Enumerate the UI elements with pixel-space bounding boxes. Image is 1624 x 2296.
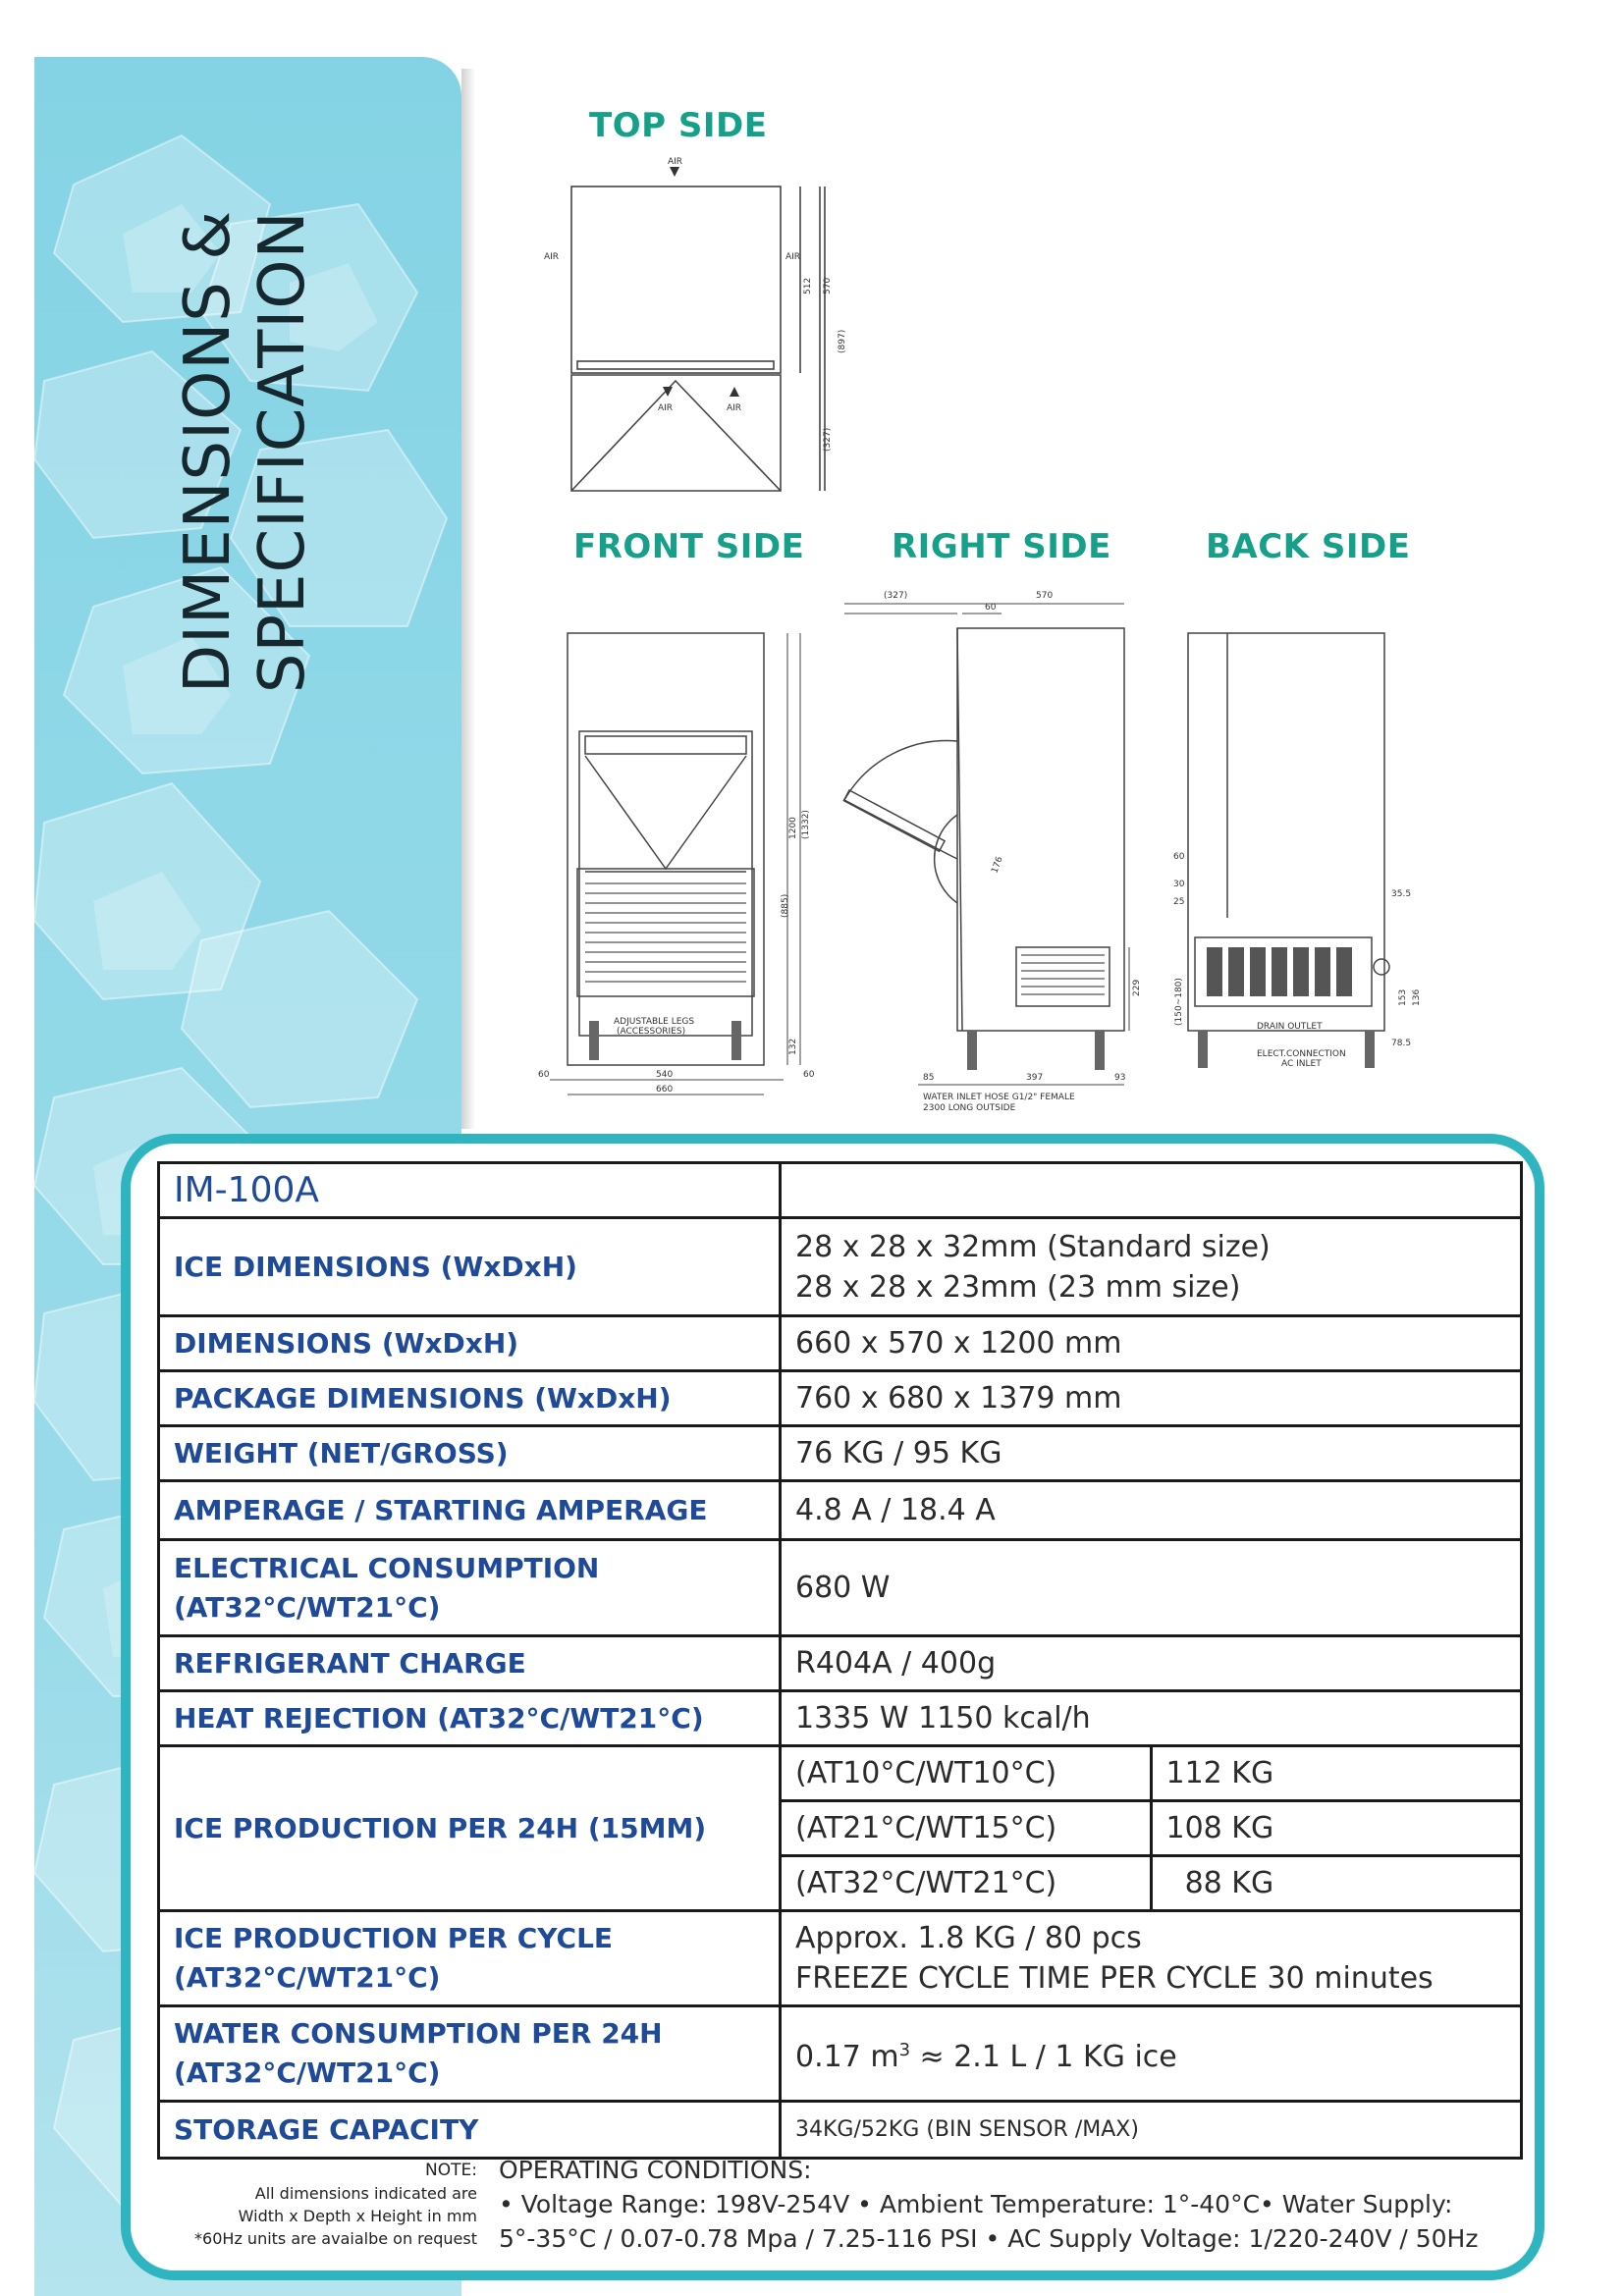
table-row xyxy=(159,1746,1522,1801)
table-row xyxy=(159,2006,1522,2102)
front-legs-line2: (ACCESSORIES) xyxy=(617,1027,686,1037)
top-side-label: TOP SIDE xyxy=(589,106,768,145)
production-value-2: 108 KG xyxy=(1151,1801,1522,1856)
back-dim-78-5: 78.5 xyxy=(1391,1039,1412,1048)
back-dim-136: 136 xyxy=(1412,988,1422,1006)
top-view-drawing xyxy=(530,147,884,501)
back-dim-153: 153 xyxy=(1398,988,1408,1006)
ice-dimensions-standard: 28 x 28 x 32mm (Standard size) xyxy=(795,1229,1271,1264)
water-label-line2: (AT32°C/WT21°C) xyxy=(174,2056,441,2089)
right-hose-line1: WATER INLET HOSE G1/2" FEMALE xyxy=(923,1093,1075,1102)
air-arrow-top-icon xyxy=(670,167,679,177)
back-dim-60: 60 xyxy=(1173,852,1185,862)
electrical-value: 680 W xyxy=(781,1540,1522,1636)
right-dim-229: 229 xyxy=(1132,979,1142,996)
dim-327-text: (327) xyxy=(823,427,833,452)
front-dim-540: 540 xyxy=(656,1070,674,1080)
table-row xyxy=(159,1691,1522,1746)
production-value-3: 88 KG xyxy=(1151,1856,1522,1911)
water-label-line1: WATER CONSUMPTION PER 24H xyxy=(174,2017,663,2050)
amperage-value: 4.8 A / 18.4 A xyxy=(781,1481,1522,1540)
cycle-value-line1: Approx. 1.8 KG / 80 pcs xyxy=(795,1921,1142,1955)
right-dim-397: 397 xyxy=(1026,1073,1044,1083)
dimensions-note xyxy=(194,2160,477,2250)
front-legs-line1: ADJUSTABLE LEGS xyxy=(614,1017,695,1027)
electrical-label xyxy=(159,1540,781,1636)
heat-label: HEAT REJECTION (AT32°C/WT21°C) xyxy=(159,1691,781,1746)
weight-value: 76 KG / 95 KG xyxy=(781,1426,1522,1481)
note-line2: Width x Depth x Height in mm xyxy=(238,2207,477,2225)
storage-value: 34KG/52KG (BIN SENSOR /MAX) xyxy=(781,2102,1522,2159)
cycle-value-line2: FREEZE CYCLE TIME PER CYCLE 30 minutes xyxy=(795,1961,1434,1996)
back-elect-line1: ELECT.CONNECTION xyxy=(1257,1049,1346,1059)
package-value: 760 x 680 x 1379 mm xyxy=(781,1371,1522,1426)
back-drain-text: DRAIN OUTLET xyxy=(1257,1022,1323,1032)
amperage-label: AMPERAGE / STARTING AMPERAGE xyxy=(159,1481,781,1540)
front-dim-885: (885) xyxy=(781,893,790,918)
back-view-drawing xyxy=(1173,574,1429,1095)
table-row xyxy=(159,1163,1522,1218)
water-value-a: 0.17 m xyxy=(795,2040,899,2074)
back-dim-150-180: (150~180) xyxy=(1174,978,1184,1026)
back-dim-30: 30 xyxy=(1173,880,1185,889)
table-row xyxy=(159,1481,1522,1540)
ice-dimensions-23mm: 28 x 28 x 23mm (23 mm size) xyxy=(795,1269,1241,1305)
note-heading: NOTE: xyxy=(425,2161,477,2180)
ice-dimensions-label: ICE DIMENSIONS (WxDxH) xyxy=(159,1218,781,1316)
right-dim-570: 570 xyxy=(1036,591,1054,601)
air-top-text: AIR xyxy=(668,157,683,167)
dim-570-text: 570 xyxy=(823,277,833,294)
cycle-value xyxy=(781,1911,1522,2006)
sidebar-vertical-title xyxy=(171,210,320,693)
right-dim-85: 85 xyxy=(923,1073,935,1083)
right-dim-93: 93 xyxy=(1114,1073,1126,1083)
package-label: PACKAGE DIMENSIONS (WxDxH) xyxy=(159,1371,781,1426)
sidebar-title-line2: SPECIFICATION xyxy=(246,210,319,694)
right-dim-176: 176 xyxy=(990,855,1005,876)
heat-value: 1335 W 1150 kcal/h xyxy=(781,1691,1522,1746)
table-row xyxy=(159,1911,1522,2006)
dimensions-value: 660 x 570 x 1200 mm xyxy=(781,1316,1522,1371)
production-label: ICE PRODUCTION PER 24H (15MM) xyxy=(159,1746,781,1911)
water-value-sup: 3 xyxy=(898,2040,911,2060)
back-elect-line2: AC INLET xyxy=(1281,1059,1322,1069)
cycle-label-line1: ICE PRODUCTION PER CYCLE xyxy=(174,1922,614,1954)
production-value-1: 112 KG xyxy=(1151,1746,1522,1801)
refrigerant-label: REFRIGERANT CHARGE xyxy=(159,1636,781,1691)
table-row xyxy=(159,1371,1522,1426)
production-condition-2: (AT21°C/WT15°C) xyxy=(781,1801,1152,1856)
back-dim-25: 25 xyxy=(1173,897,1185,907)
cycle-label-line2: (AT32°C/WT21°C) xyxy=(174,1961,441,1994)
front-dim-1332: (1332) xyxy=(801,810,811,839)
ice-band-shadow xyxy=(461,69,475,1129)
sidebar-title-line1: DIMENSIONS & xyxy=(172,209,244,694)
table-row xyxy=(159,2102,1522,2159)
front-dim-60-left: 60 xyxy=(538,1070,550,1080)
top-view-body xyxy=(571,187,781,373)
ice-dimensions-value xyxy=(781,1218,1522,1316)
weight-label: WEIGHT (NET/GROSS) xyxy=(159,1426,781,1481)
model-name: IM-100A xyxy=(159,1163,781,1218)
refrigerant-value: R404A / 400g xyxy=(781,1636,1522,1691)
right-view-drawing xyxy=(830,574,1154,1124)
front-dim-132: 132 xyxy=(788,1038,798,1055)
front-view-drawing xyxy=(530,574,825,1104)
note-line3: *60Hz units are avaialbe on request xyxy=(194,2229,477,2248)
front-dim-660: 660 xyxy=(656,1085,674,1095)
storage-label: STORAGE CAPACITY xyxy=(159,2102,781,2159)
dim-512-text: 512 xyxy=(803,277,813,294)
production-condition-3: (AT32°C/WT21°C) xyxy=(781,1856,1152,1911)
water-value xyxy=(781,2006,1522,2102)
right-dim-327: (327) xyxy=(884,591,908,601)
water-value-b: ≈ 2.1 L / 1 KG ice xyxy=(910,2040,1177,2074)
back-dim-35-5: 35.5 xyxy=(1391,889,1412,899)
production-condition-1: (AT10°C/WT10°C) xyxy=(781,1746,1152,1801)
dimensions-label: DIMENSIONS (WxDxH) xyxy=(159,1316,781,1371)
air-up-text: AIR xyxy=(727,403,742,413)
table-row xyxy=(159,1316,1522,1371)
electrical-label-line2: (AT32°C/WT21°C) xyxy=(174,1590,441,1624)
operating-conditions-line2: 5°-35°C / 0.07-0.78 Mpa / 7.25-116 PSI • AC Supply Voltage: 1/220-240V / 50Hz xyxy=(499,2224,1479,2253)
front-dim-1200: 1200 xyxy=(788,817,798,839)
front-dim-60-right: 60 xyxy=(803,1070,815,1080)
operating-conditions-line1: • Voltage Range: 198V-254V • Ambient Temperature: 1°-40°C• Water Supply: xyxy=(499,2190,1453,2218)
air-down-text: AIR xyxy=(658,403,674,413)
table-row xyxy=(159,1636,1522,1691)
dim-897-text: (897) xyxy=(838,329,847,353)
note-line1: All dimensions indicated are xyxy=(254,2184,477,2203)
right-side-label: RIGHT SIDE xyxy=(892,527,1111,566)
operating-conditions-heading: OPERATING CONDITIONS: xyxy=(499,2156,812,2184)
back-side-label: BACK SIDE xyxy=(1206,527,1411,566)
table-row xyxy=(159,1540,1522,1636)
front-side-label: FRONT SIDE xyxy=(573,527,805,566)
model-value-cell xyxy=(781,1163,1522,1218)
air-left-text: AIR xyxy=(544,252,560,262)
electrical-label-line1: ELECTRICAL CONSUMPTION xyxy=(174,1551,600,1584)
table-row xyxy=(159,1218,1522,1316)
spec-table xyxy=(157,1161,1523,2160)
water-label xyxy=(159,2006,781,2102)
table-row xyxy=(159,1426,1522,1481)
air-right-text: AIR xyxy=(785,252,801,262)
operating-conditions xyxy=(499,2153,1520,2256)
right-dim-60: 60 xyxy=(985,603,997,613)
right-hose-line2: 2300 LONG OUTSIDE xyxy=(923,1103,1016,1113)
cycle-label xyxy=(159,1911,781,2006)
